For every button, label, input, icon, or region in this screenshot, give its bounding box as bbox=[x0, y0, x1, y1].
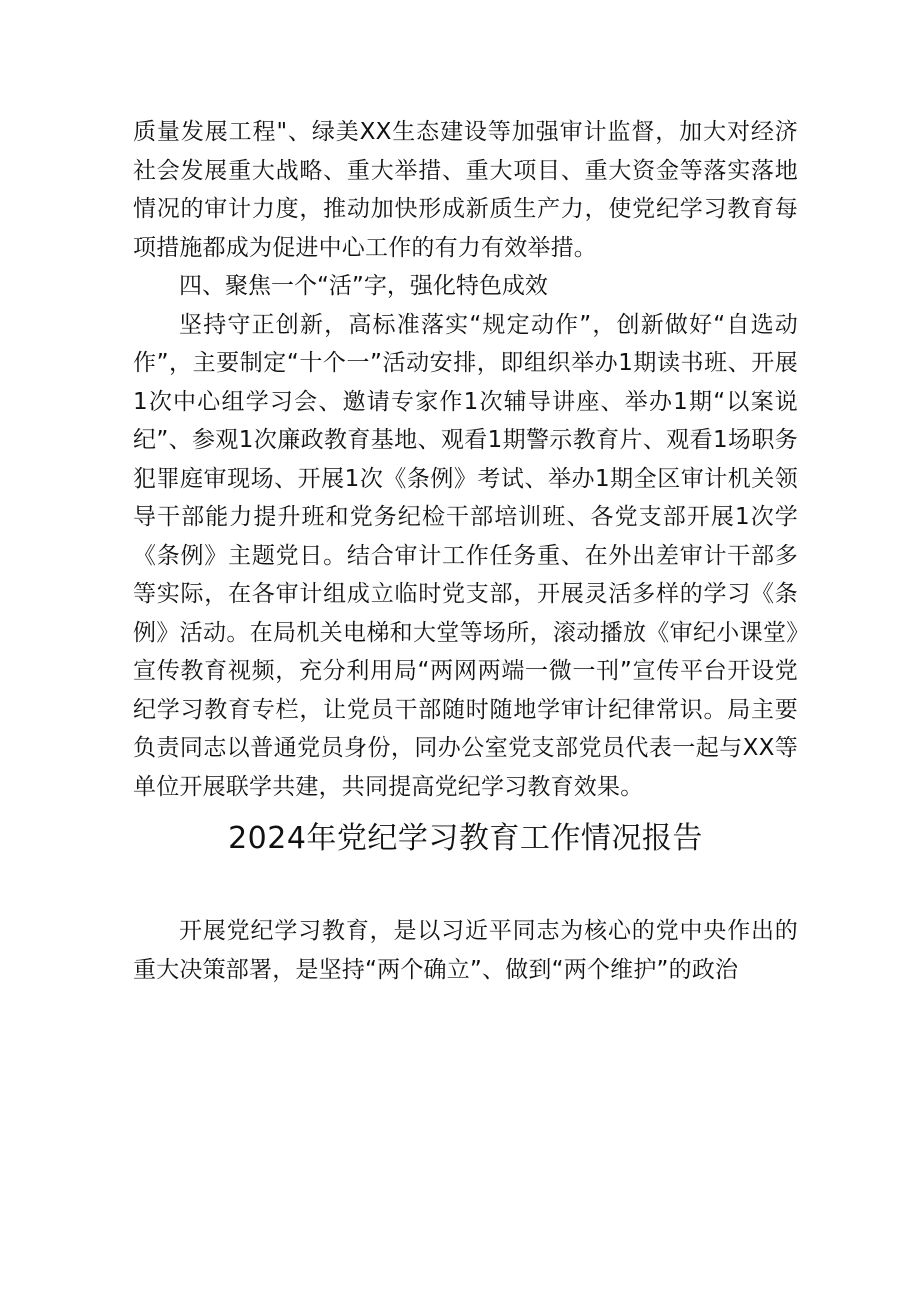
document-body bbox=[133, 113, 798, 989]
section-heading: 四、聚焦一个“活”字，强化特色成效 bbox=[179, 273, 548, 299]
report-intro-paragraph: 开展党纪学习教育，是以习近平同志为核心的党中央作出的重大决策部署，是坚持“两个确立”、做到“两个维护”的政治 bbox=[133, 918, 798, 983]
report-title: 2024年党纪学习教育工作情况报告 bbox=[228, 821, 703, 856]
section-paragraph: 坚持守正创新，高标准落实“规定动作”，创新做好“自选动作”，主要制定“十个一”活动安排，即组织举办1期读书班、开展1次中心组学习会、邀请专家作1次辅导讲座、举办1期“以案说纪”、参观1次廉政教育基地、观看1期警示教育片、观看1场职务犯罪庭审现场、开展1次《条例》考试、举办1期全区审计机关领导干部能力提升班和党务纪检干部培训班、各党支部开展1次学《条例》主题党日。结合审计工作任务重、在外出差审计干部多等实际，在各审计组成立临时党支部，开展灵活多样的学习《条例》活动。在局机关电梯和大堂等场所，滚动播放《审纪小课堂》宣传教育视频，充分利用局“两网两端一微一刊”宣传平台开设党纪学习教育专栏，让党员干部随时随地学审计纪律常识。局主要负责同志以普通党员身份，同办公室党支部党员代表一起与XX等单位开展联学共建，共同提高党纪学习教育效果。 bbox=[133, 311, 798, 800]
title-spacer bbox=[133, 864, 798, 912]
continuation-paragraph: 质量发展工程"、绿美XX生态建设等加强审计监督，加大对经济社会发展重大战略、重大举措、重大项目、重大资金等落实落地情况的审计力度，推动加快形成新质生产力，使党纪学习教育每项措施都成为促进中心工作的有力有效举措。 bbox=[133, 119, 798, 261]
